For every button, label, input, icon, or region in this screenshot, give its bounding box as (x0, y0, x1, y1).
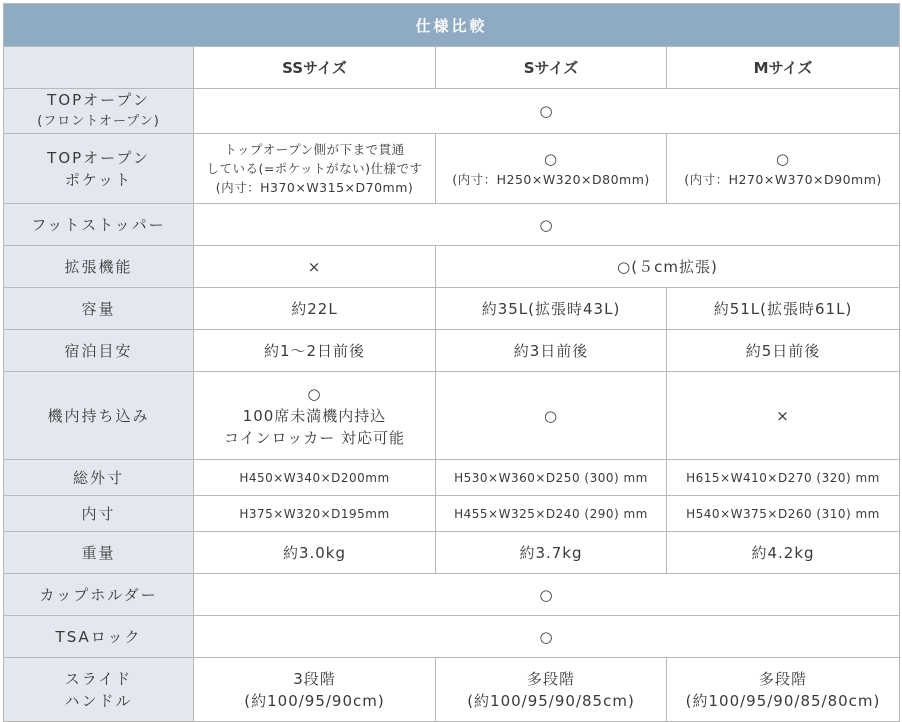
cell-outer-m: H615×W410×D270 (320) mm (667, 460, 900, 496)
row-header-capacity: 容量 (4, 288, 194, 330)
cell-slide-handle-m (667, 658, 900, 722)
cell-line: 多段階 (526, 669, 575, 688)
cell-nights-m: 約5日前後 (667, 330, 900, 372)
cell-tsa-lock-all: ○ (194, 616, 900, 658)
row-header-outer-size: 総外寸 (4, 460, 194, 496)
row-carry-on (4, 372, 900, 460)
row-expansion (4, 246, 900, 288)
cell-inner-m: H540×W375×D260 (310) mm (667, 496, 900, 532)
cell-line: (内寸：H270×W370×D90mm) (684, 172, 882, 187)
cell-outer-ss: H450×W340×D200mm (194, 460, 436, 496)
row-top-pocket (4, 134, 900, 204)
cell-line: (内寸：H250×W320×D80mm) (452, 172, 650, 187)
cell-line: コインロッカー 対応可能 (223, 428, 406, 447)
cell-weight-s: 約3.7kg (436, 532, 667, 574)
col-header-ss: SSサイズ (194, 47, 436, 89)
corner-cell (4, 47, 194, 89)
row-foot-stopper (4, 204, 900, 246)
cell-weight-m: 約4.2kg (667, 532, 900, 574)
title-row (4, 4, 900, 47)
cell-carry-on-s: ○ (436, 372, 667, 460)
row-header-nights: 宿泊目安 (4, 330, 194, 372)
row-tsa-lock (4, 616, 900, 658)
cell-line: 3段階 (293, 669, 336, 688)
cell-inner-ss: H375×W320×D195mm (194, 496, 436, 532)
cell-top-open-all: ○ (194, 89, 900, 134)
row-header-inner-size: 内寸 (4, 496, 194, 532)
cell-line: トップオープン側が下まで貫通 (224, 142, 405, 157)
cell-line: ○ (775, 150, 791, 168)
cell-line: (約100/95/90/85/80cm) (685, 691, 881, 710)
row-capacity (4, 288, 900, 330)
cell-line: ○ (307, 384, 322, 403)
cell-line: している(=ポケットがない)仕様です (206, 161, 423, 176)
row-label: ポケット (64, 170, 133, 189)
cell-top-pocket-m (667, 134, 900, 204)
col-header-m: Mサイズ (667, 47, 900, 89)
cell-nights-ss: 約1～2日前後 (194, 330, 436, 372)
cell-line: 100席未満機内持込 (242, 406, 387, 425)
cell-slide-handle-s (436, 658, 667, 722)
cell-line: 多段階 (759, 669, 808, 688)
row-nights (4, 330, 900, 372)
row-header-slide-handle (4, 658, 194, 722)
row-header-cup-holder: カップホルダー (4, 574, 194, 616)
cell-cup-holder-all: ○ (194, 574, 900, 616)
row-header-top-open (4, 89, 194, 134)
cell-weight-ss: 約3.0kg (194, 532, 436, 574)
col-header-s: Sサイズ (436, 47, 667, 89)
column-header-row (4, 47, 900, 89)
row-label: スライド (64, 669, 133, 688)
row-label: TOPオープン (47, 91, 150, 109)
cell-line: (約100/95/90cm) (244, 691, 385, 710)
spec-comparison-table (3, 3, 900, 722)
cell-top-pocket-ss (194, 134, 436, 204)
cell-inner-s: H455×W325×D240 (290) mm (436, 496, 667, 532)
row-inner-size (4, 496, 900, 532)
cell-capacity-s: 約35L(拡張時43L) (436, 288, 667, 330)
cell-outer-s: H530×W360×D250 (300) mm (436, 460, 667, 496)
row-header-weight: 重量 (4, 532, 194, 574)
row-header-top-pocket (4, 134, 194, 204)
cell-capacity-ss: 約22L (194, 288, 436, 330)
cell-carry-on-m: × (667, 372, 900, 460)
cell-slide-handle-ss (194, 658, 436, 722)
row-header-tsa-lock: TSAロック (4, 616, 194, 658)
row-slide-handle (4, 658, 900, 722)
cell-capacity-m: 約51L(拡張時61L) (667, 288, 900, 330)
cell-carry-on-ss (194, 372, 436, 460)
cell-nights-s: 約3日前後 (436, 330, 667, 372)
table-title: 仕様比較 (4, 4, 900, 47)
cell-top-pocket-s (436, 134, 667, 204)
cell-line: ○ (543, 150, 559, 168)
cell-line: (約100/95/90/85cm) (467, 691, 635, 710)
row-top-open (4, 89, 900, 134)
row-cup-holder (4, 574, 900, 616)
cell-line: (内寸：H370×W315×D70mm) (215, 180, 414, 195)
row-outer-size (4, 460, 900, 496)
cell-foot-stopper-all: ○ (194, 204, 900, 246)
cell-expansion-ss: × (194, 246, 436, 288)
row-header-expansion: 拡張機能 (4, 246, 194, 288)
row-header-foot-stopper: フットストッパー (4, 204, 194, 246)
row-weight (4, 532, 900, 574)
row-label: TOPオープン (47, 148, 150, 167)
row-label: ハンドル (64, 691, 133, 710)
row-header-carry-on: 機内持ち込み (4, 372, 194, 460)
cell-expansion-sm: ○(５cm拡張) (436, 246, 900, 288)
row-label-sub: (フロントオープン) (37, 114, 160, 129)
